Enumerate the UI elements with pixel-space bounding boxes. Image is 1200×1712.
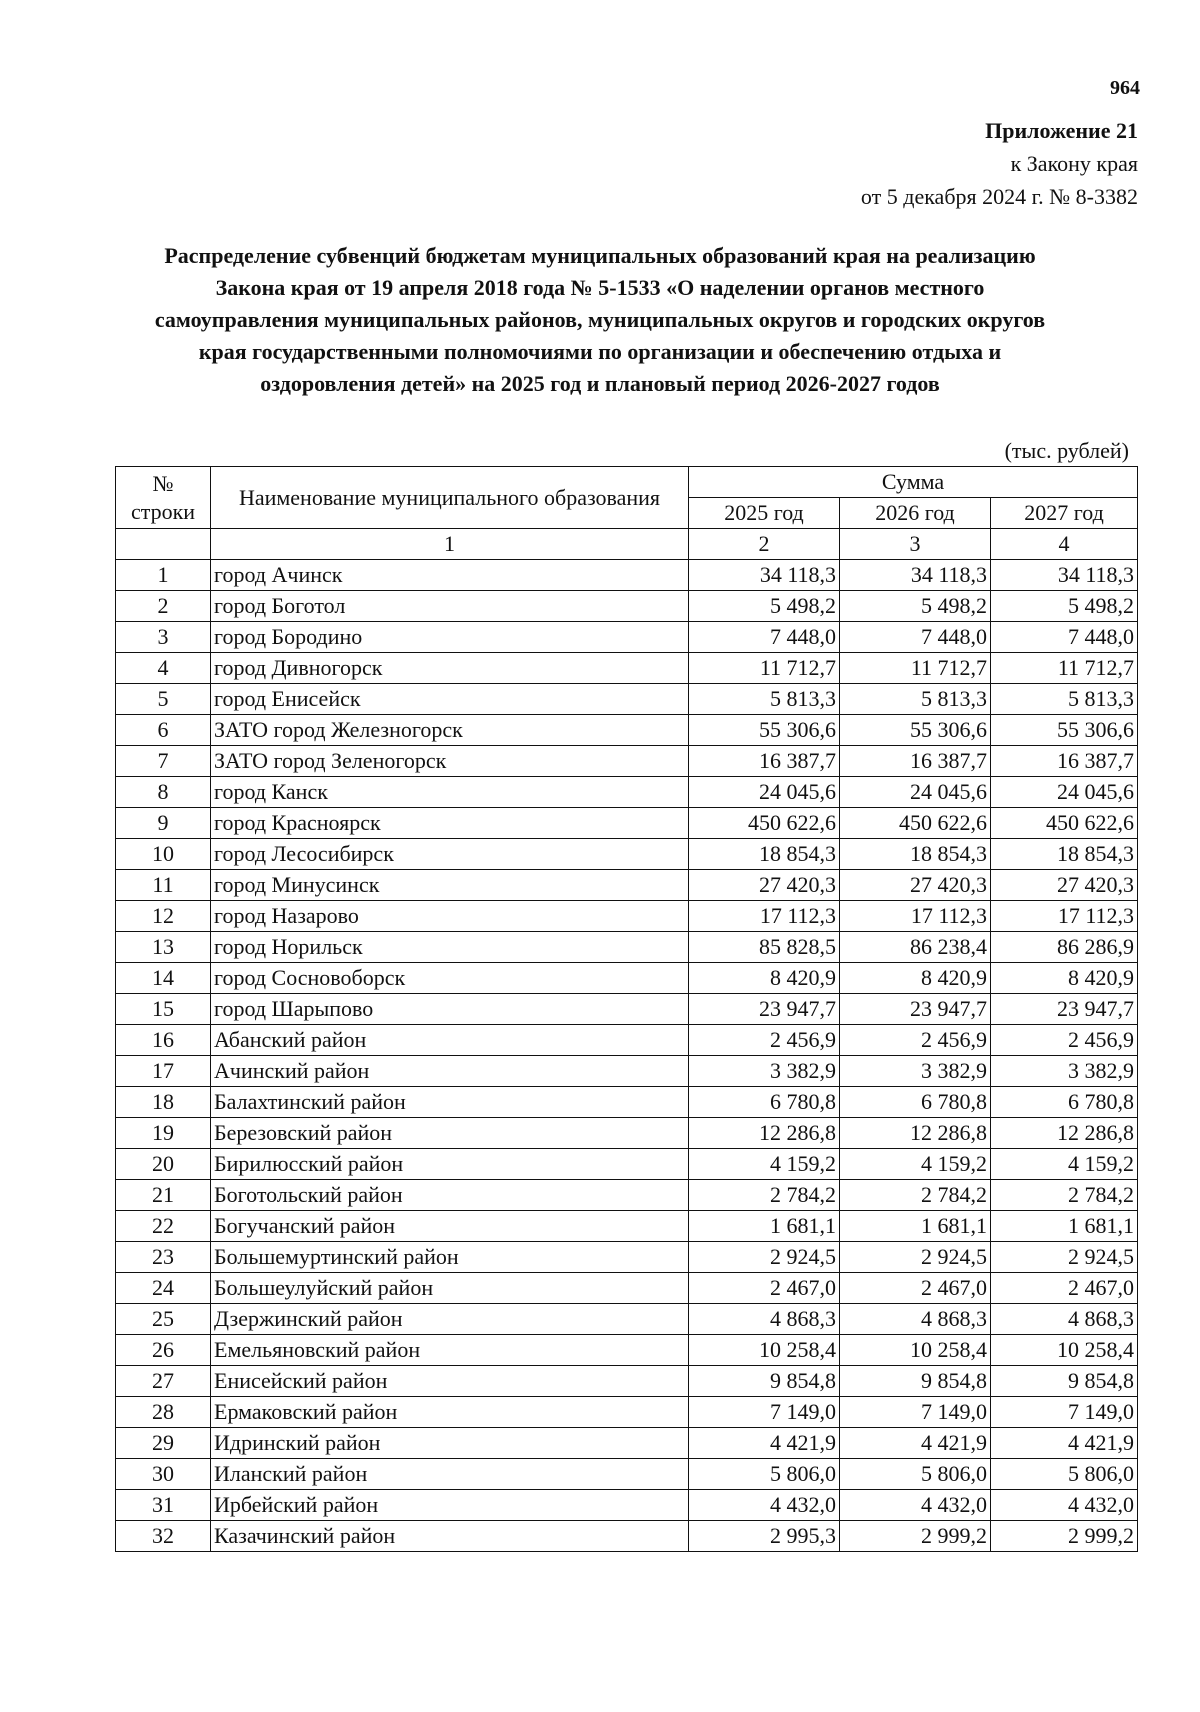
amount-2027: 5 806,0 bbox=[991, 1459, 1138, 1490]
table-row bbox=[116, 1304, 1138, 1335]
table-row bbox=[116, 715, 1138, 746]
row-number: 22 bbox=[116, 1211, 211, 1242]
table-row bbox=[116, 591, 1138, 622]
table-row bbox=[116, 1521, 1138, 1552]
amount-2025: 2 467,0 bbox=[689, 1273, 840, 1304]
amount-2025: 11 712,7 bbox=[689, 653, 840, 684]
municipality-name: Большеулуйский район bbox=[211, 1273, 689, 1304]
amount-2026: 55 306,6 bbox=[840, 715, 991, 746]
amount-2026: 4 432,0 bbox=[840, 1490, 991, 1521]
header-municipality-name: Наименование муниципального образования bbox=[211, 467, 689, 529]
header-col-index-3: 3 bbox=[840, 529, 991, 560]
amount-2025: 450 622,6 bbox=[689, 808, 840, 839]
amount-2027: 34 118,3 bbox=[991, 560, 1138, 591]
amount-2026: 7 448,0 bbox=[840, 622, 991, 653]
header-row-number bbox=[116, 467, 211, 529]
amount-2026: 2 784,2 bbox=[840, 1180, 991, 1211]
row-number: 5 bbox=[116, 684, 211, 715]
amount-2027: 4 432,0 bbox=[991, 1490, 1138, 1521]
row-number: 23 bbox=[116, 1242, 211, 1273]
amount-2026: 7 149,0 bbox=[840, 1397, 991, 1428]
row-number: 32 bbox=[116, 1521, 211, 1552]
document-title bbox=[100, 240, 1100, 400]
amount-2026: 12 286,8 bbox=[840, 1118, 991, 1149]
table-row bbox=[116, 1087, 1138, 1118]
amount-2027: 27 420,3 bbox=[991, 870, 1138, 901]
amount-2026: 4 421,9 bbox=[840, 1428, 991, 1459]
amount-2025: 8 420,9 bbox=[689, 963, 840, 994]
amount-2026: 5 813,3 bbox=[840, 684, 991, 715]
row-number: 24 bbox=[116, 1273, 211, 1304]
row-number: 11 bbox=[116, 870, 211, 901]
amount-2026: 34 118,3 bbox=[840, 560, 991, 591]
municipality-name: Ирбейский район bbox=[211, 1490, 689, 1521]
amount-2026: 5 806,0 bbox=[840, 1459, 991, 1490]
amount-2027: 17 112,3 bbox=[991, 901, 1138, 932]
table-row bbox=[116, 994, 1138, 1025]
amount-2027: 5 498,2 bbox=[991, 591, 1138, 622]
amount-2025: 27 420,3 bbox=[689, 870, 840, 901]
appendix-block bbox=[861, 114, 1138, 213]
amount-2026: 11 712,7 bbox=[840, 653, 991, 684]
title-line: края государственными полномочиями по организации и обеспечению отдыха и bbox=[198, 339, 1002, 364]
header-col-index-2: 2 bbox=[689, 529, 840, 560]
amount-2025: 9 854,8 bbox=[689, 1366, 840, 1397]
row-number: 19 bbox=[116, 1118, 211, 1149]
amount-2025: 16 387,7 bbox=[689, 746, 840, 777]
municipality-name: город Бородино bbox=[211, 622, 689, 653]
row-number: 21 bbox=[116, 1180, 211, 1211]
amount-2026: 5 498,2 bbox=[840, 591, 991, 622]
amount-2026: 27 420,3 bbox=[840, 870, 991, 901]
amount-2026: 9 854,8 bbox=[840, 1366, 991, 1397]
amount-2025: 24 045,6 bbox=[689, 777, 840, 808]
header-col-index-4: 4 bbox=[991, 529, 1138, 560]
amount-2025: 23 947,7 bbox=[689, 994, 840, 1025]
municipality-name: город Норильск bbox=[211, 932, 689, 963]
municipality-name: город Енисейск bbox=[211, 684, 689, 715]
amount-2027: 8 420,9 bbox=[991, 963, 1138, 994]
amount-2025: 17 112,3 bbox=[689, 901, 840, 932]
row-number: 8 bbox=[116, 777, 211, 808]
municipality-name: Емельяновский район bbox=[211, 1335, 689, 1366]
municipality-name: Иланский район bbox=[211, 1459, 689, 1490]
municipality-name: город Минусинск bbox=[211, 870, 689, 901]
amount-2027: 1 681,1 bbox=[991, 1211, 1138, 1242]
row-number: 13 bbox=[116, 932, 211, 963]
municipality-name: Березовский район bbox=[211, 1118, 689, 1149]
amount-2027: 7 448,0 bbox=[991, 622, 1138, 653]
table-row bbox=[116, 560, 1138, 591]
amount-2027: 3 382,9 bbox=[991, 1056, 1138, 1087]
amount-2025: 4 159,2 bbox=[689, 1149, 840, 1180]
header-col-index-0 bbox=[116, 529, 211, 560]
row-number: 20 bbox=[116, 1149, 211, 1180]
row-number: 9 bbox=[116, 808, 211, 839]
table-row bbox=[116, 1397, 1138, 1428]
row-number: 7 bbox=[116, 746, 211, 777]
municipality-name: Дзержинский район bbox=[211, 1304, 689, 1335]
title-line: Распределение субвенций бюджетам муниципальных образований края на реализацию bbox=[164, 243, 1036, 268]
table-row bbox=[116, 808, 1138, 839]
table-row bbox=[116, 746, 1138, 777]
amount-2026: 24 045,6 bbox=[840, 777, 991, 808]
amount-2027: 4 159,2 bbox=[991, 1149, 1138, 1180]
title-line: Закона края от 19 апреля 2018 года № 5-1533 «О наделении органов местного bbox=[215, 275, 985, 300]
row-number: 30 bbox=[116, 1459, 211, 1490]
amount-2025: 3 382,9 bbox=[689, 1056, 840, 1087]
amount-2025: 10 258,4 bbox=[689, 1335, 840, 1366]
amount-2027: 5 813,3 bbox=[991, 684, 1138, 715]
amount-2026: 8 420,9 bbox=[840, 963, 991, 994]
row-number: 26 bbox=[116, 1335, 211, 1366]
subvention-table bbox=[115, 466, 1138, 1552]
amount-2025: 5 806,0 bbox=[689, 1459, 840, 1490]
table-row bbox=[116, 1242, 1138, 1273]
amount-2027: 86 286,9 bbox=[991, 932, 1138, 963]
table-row bbox=[116, 1335, 1138, 1366]
amount-2025: 4 432,0 bbox=[689, 1490, 840, 1521]
header-num-symbol: № bbox=[152, 470, 174, 496]
row-number: 25 bbox=[116, 1304, 211, 1335]
table-row bbox=[116, 870, 1138, 901]
amount-2027: 2 924,5 bbox=[991, 1242, 1138, 1273]
table-row bbox=[116, 839, 1138, 870]
amount-2026: 2 999,2 bbox=[840, 1521, 991, 1552]
amount-2025: 5 498,2 bbox=[689, 591, 840, 622]
municipality-name: Боготольский район bbox=[211, 1180, 689, 1211]
amount-2025: 7 149,0 bbox=[689, 1397, 840, 1428]
amount-2025: 1 681,1 bbox=[689, 1211, 840, 1242]
amount-2025: 18 854,3 bbox=[689, 839, 840, 870]
table-row bbox=[116, 1273, 1138, 1304]
header-year-2025: 2025 год bbox=[689, 498, 840, 529]
row-number: 31 bbox=[116, 1490, 211, 1521]
amount-2027: 18 854,3 bbox=[991, 839, 1138, 870]
amount-2027: 4 421,9 bbox=[991, 1428, 1138, 1459]
amount-2027: 23 947,7 bbox=[991, 994, 1138, 1025]
table-row bbox=[116, 622, 1138, 653]
amount-2026: 2 924,5 bbox=[840, 1242, 991, 1273]
table-row bbox=[116, 1056, 1138, 1087]
amount-2027: 12 286,8 bbox=[991, 1118, 1138, 1149]
amount-2026: 450 622,6 bbox=[840, 808, 991, 839]
amount-2026: 6 780,8 bbox=[840, 1087, 991, 1118]
municipality-name: город Боготол bbox=[211, 591, 689, 622]
municipality-name: город Шарыпово bbox=[211, 994, 689, 1025]
table-row bbox=[116, 901, 1138, 932]
municipality-name: город Ачинск bbox=[211, 560, 689, 591]
amount-2025: 7 448,0 bbox=[689, 622, 840, 653]
amount-2026: 1 681,1 bbox=[840, 1211, 991, 1242]
row-number: 27 bbox=[116, 1366, 211, 1397]
row-number: 16 bbox=[116, 1025, 211, 1056]
amount-2026: 4 868,3 bbox=[840, 1304, 991, 1335]
amount-2027: 9 854,8 bbox=[991, 1366, 1138, 1397]
table-row bbox=[116, 653, 1138, 684]
amount-2026: 3 382,9 bbox=[840, 1056, 991, 1087]
row-number: 15 bbox=[116, 994, 211, 1025]
table-row bbox=[116, 1118, 1138, 1149]
table-row bbox=[116, 1211, 1138, 1242]
amount-2026: 16 387,7 bbox=[840, 746, 991, 777]
unit-note: (тыс. рублей) bbox=[1004, 438, 1129, 463]
amount-2027: 2 999,2 bbox=[991, 1521, 1138, 1552]
table-row bbox=[116, 777, 1138, 808]
amount-2027: 2 784,2 bbox=[991, 1180, 1138, 1211]
row-number: 2 bbox=[116, 591, 211, 622]
amount-2025: 4 421,9 bbox=[689, 1428, 840, 1459]
header-col-index-1: 1 bbox=[211, 529, 689, 560]
amount-2027: 10 258,4 bbox=[991, 1335, 1138, 1366]
row-number: 10 bbox=[116, 839, 211, 870]
amount-2025: 4 868,3 bbox=[689, 1304, 840, 1335]
table-row bbox=[116, 932, 1138, 963]
amount-2027: 2 456,9 bbox=[991, 1025, 1138, 1056]
amount-2027: 4 868,3 bbox=[991, 1304, 1138, 1335]
row-number: 28 bbox=[116, 1397, 211, 1428]
amount-2026: 23 947,7 bbox=[840, 994, 991, 1025]
table-row bbox=[116, 1180, 1138, 1211]
municipality-name: Балахтинский район bbox=[211, 1087, 689, 1118]
amount-2025: 85 828,5 bbox=[689, 932, 840, 963]
table-row bbox=[116, 1490, 1138, 1521]
row-number: 6 bbox=[116, 715, 211, 746]
amount-2025: 2 784,2 bbox=[689, 1180, 840, 1211]
municipality-name: Абанский район bbox=[211, 1025, 689, 1056]
amount-2027: 16 387,7 bbox=[991, 746, 1138, 777]
amount-2025: 5 813,3 bbox=[689, 684, 840, 715]
row-number: 18 bbox=[116, 1087, 211, 1118]
amount-2027: 2 467,0 bbox=[991, 1273, 1138, 1304]
appendix-law-ref: к Закону края bbox=[1010, 151, 1138, 176]
row-number: 1 bbox=[116, 560, 211, 591]
amount-2027: 55 306,6 bbox=[991, 715, 1138, 746]
amount-2026: 4 159,2 bbox=[840, 1149, 991, 1180]
amount-2025: 2 995,3 bbox=[689, 1521, 840, 1552]
amount-2025: 2 924,5 bbox=[689, 1242, 840, 1273]
municipality-name: ЗАТО город Зеленогорск bbox=[211, 746, 689, 777]
amount-2025: 12 286,8 bbox=[689, 1118, 840, 1149]
municipality-name: город Сосновоборск bbox=[211, 963, 689, 994]
municipality-name: ЗАТО город Железногорск bbox=[211, 715, 689, 746]
amount-2027: 450 622,6 bbox=[991, 808, 1138, 839]
table-row bbox=[116, 684, 1138, 715]
table-header bbox=[116, 467, 1138, 560]
municipality-name: город Дивногорск bbox=[211, 653, 689, 684]
row-number: 3 bbox=[116, 622, 211, 653]
municipality-name: город Красноярск bbox=[211, 808, 689, 839]
amount-2026: 18 854,3 bbox=[840, 839, 991, 870]
amount-2025: 55 306,6 bbox=[689, 715, 840, 746]
table-row bbox=[116, 1366, 1138, 1397]
amount-2026: 86 238,4 bbox=[840, 932, 991, 963]
row-number: 14 bbox=[116, 963, 211, 994]
municipality-name: Ермаковский район bbox=[211, 1397, 689, 1428]
row-number: 29 bbox=[116, 1428, 211, 1459]
municipality-name: город Канск bbox=[211, 777, 689, 808]
municipality-name: Идринский район bbox=[211, 1428, 689, 1459]
municipality-name: Большемуртинский район bbox=[211, 1242, 689, 1273]
row-number: 4 bbox=[116, 653, 211, 684]
municipality-name: Енисейский район bbox=[211, 1366, 689, 1397]
header-sum: Сумма bbox=[689, 467, 1138, 498]
municipality-name: Бирилюсский район bbox=[211, 1149, 689, 1180]
page-number: 964 bbox=[1110, 77, 1140, 99]
table-row bbox=[116, 1149, 1138, 1180]
amount-2025: 34 118,3 bbox=[689, 560, 840, 591]
municipality-name: город Лесосибирск bbox=[211, 839, 689, 870]
table-row bbox=[116, 963, 1138, 994]
amount-2025: 2 456,9 bbox=[689, 1025, 840, 1056]
municipality-name: Ачинский район bbox=[211, 1056, 689, 1087]
amount-2027: 6 780,8 bbox=[991, 1087, 1138, 1118]
header-year-2026: 2026 год bbox=[840, 498, 991, 529]
appendix-title: Приложение 21 bbox=[985, 118, 1138, 143]
table-row bbox=[116, 1025, 1138, 1056]
row-number: 12 bbox=[116, 901, 211, 932]
amount-2026: 17 112,3 bbox=[840, 901, 991, 932]
amount-2027: 24 045,6 bbox=[991, 777, 1138, 808]
amount-2026: 2 456,9 bbox=[840, 1025, 991, 1056]
amount-2027: 7 149,0 bbox=[991, 1397, 1138, 1428]
table-row bbox=[116, 1428, 1138, 1459]
municipality-name: Богучанский район bbox=[211, 1211, 689, 1242]
table-row bbox=[116, 1459, 1138, 1490]
title-line: оздоровления детей» на 2025 год и плановый период 2026-2027 годов bbox=[260, 371, 940, 396]
municipality-name: Казачинский район bbox=[211, 1521, 689, 1552]
amount-2027: 11 712,7 bbox=[991, 653, 1138, 684]
appendix-law-date: от 5 декабря 2024 г. № 8-3382 bbox=[860, 184, 1138, 209]
amount-2026: 10 258,4 bbox=[840, 1335, 991, 1366]
header-year-2027: 2027 год bbox=[991, 498, 1138, 529]
row-number: 17 bbox=[116, 1056, 211, 1087]
amount-2025: 6 780,8 bbox=[689, 1087, 840, 1118]
header-num-label: строки bbox=[130, 498, 196, 524]
title-line: самоуправления муниципальных районов, муниципальных округов и городских округов bbox=[154, 307, 1046, 332]
table-body bbox=[116, 560, 1138, 1552]
municipality-name: город Назарово bbox=[211, 901, 689, 932]
amount-2026: 2 467,0 bbox=[840, 1273, 991, 1304]
